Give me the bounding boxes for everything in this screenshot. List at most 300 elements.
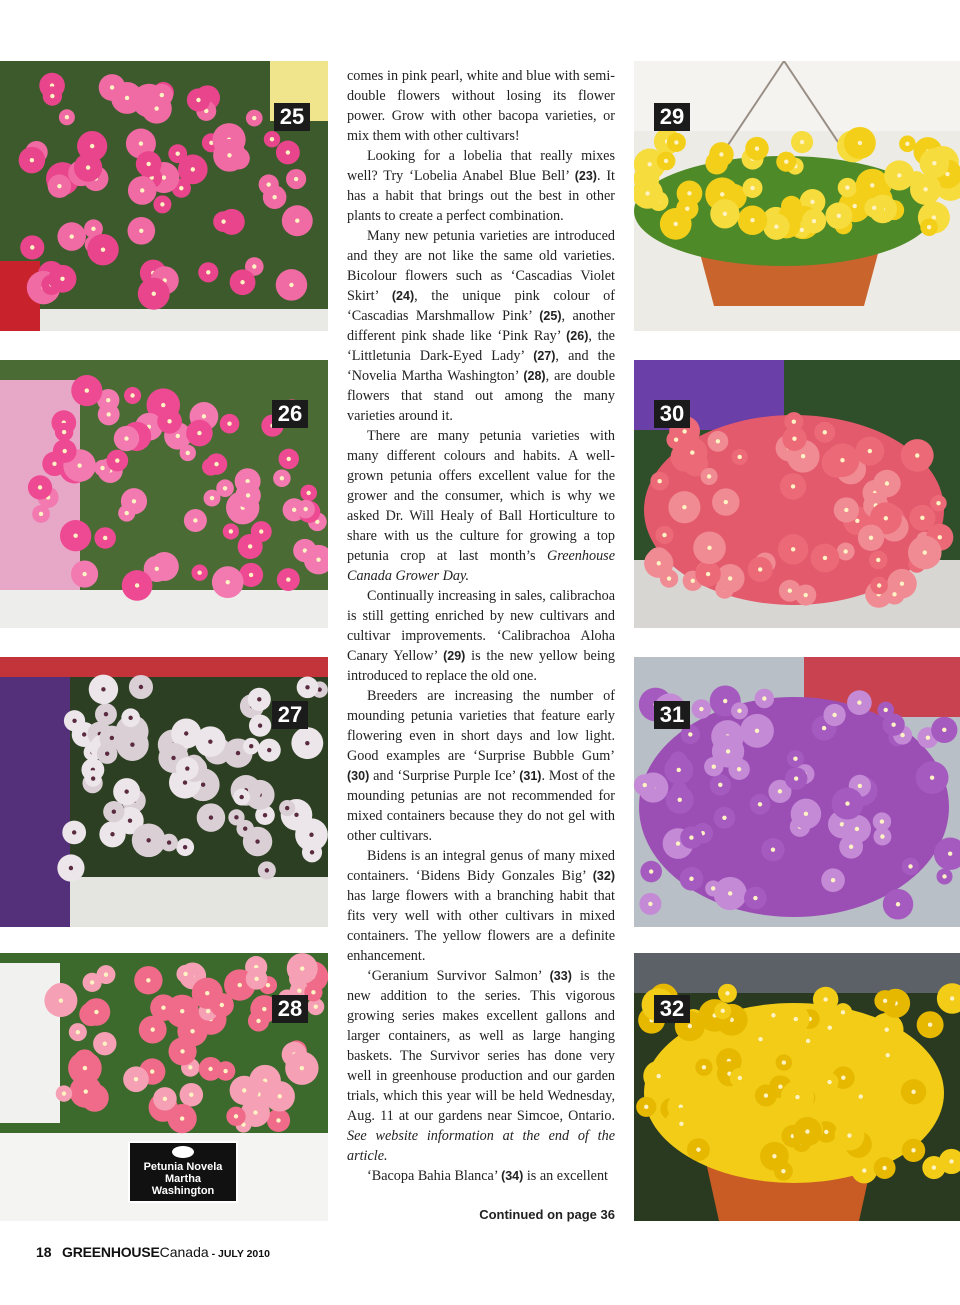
figure-reference: (23) [574, 169, 597, 183]
flower-center [844, 508, 848, 512]
flower-center [868, 449, 872, 453]
flower-center [196, 98, 200, 102]
flower-center [791, 547, 795, 551]
photo-number-badge: 29 [654, 103, 690, 131]
plant-tag-line: Petunia Novela [143, 1161, 223, 1173]
text-run: Many new petunia varieties are introduced and they are not like the same old varieties. Bicolour flowers such as ‘Cascadias Violet Skirt’ [347, 228, 615, 304]
flower-center [649, 869, 653, 873]
flower-center [167, 840, 171, 844]
flower-center [728, 576, 732, 580]
flower-center [806, 1039, 810, 1043]
article-paragraph [347, 146, 615, 226]
flower-center [794, 1017, 798, 1021]
flower-center [923, 550, 927, 554]
photo-number-badge: 31 [654, 701, 690, 729]
flower-center [689, 877, 693, 881]
text-run: , and the ‘Novelia Martha Washington’ [347, 348, 615, 384]
flower-center [91, 776, 95, 780]
flower-center [804, 593, 808, 597]
flower-center [758, 1037, 762, 1041]
flower-center [310, 850, 314, 854]
text-run: Bidens is an integral genus of many mixed containers. ‘Bidens Bidy Gonzales Big’ [347, 848, 615, 884]
photo-number-badge: 25 [274, 103, 310, 131]
flower-center [94, 1010, 98, 1014]
flower-center [236, 751, 240, 755]
flower-center [167, 419, 171, 423]
flower-center [249, 573, 253, 577]
flower-center [163, 1097, 167, 1101]
flower-center [278, 1094, 282, 1098]
flower-center [824, 1130, 828, 1134]
flower-center [161, 403, 165, 407]
flower-center [950, 996, 954, 1000]
figure-reference: (33) [549, 969, 572, 983]
flower-center [185, 766, 189, 770]
flower-center [106, 412, 110, 416]
figure-reference: (25) [539, 309, 562, 323]
flower-center [103, 536, 107, 540]
flower-center [197, 571, 201, 575]
flower-center [872, 206, 876, 210]
flower-center [193, 518, 197, 522]
flower-center [205, 991, 209, 995]
flower-center [60, 277, 64, 281]
flower-center [100, 466, 104, 470]
article-paragraph [347, 846, 615, 966]
flower-center [793, 756, 797, 760]
flower-center [886, 1053, 890, 1057]
flower-center [267, 748, 271, 752]
flower-center [882, 1166, 886, 1170]
flower-illustration [0, 657, 328, 927]
flower-center [246, 493, 250, 497]
flower-center [738, 455, 742, 459]
flower-center [227, 422, 231, 426]
flower-center [647, 162, 651, 166]
flower-center [161, 1005, 165, 1009]
flower-center [171, 756, 175, 760]
flower-center [827, 1080, 831, 1084]
flower-center [645, 191, 649, 195]
flower-center [59, 998, 63, 1002]
flower-center [209, 815, 213, 819]
flower-center [794, 776, 798, 780]
brand-logo-icon [172, 1146, 194, 1158]
flower-center [297, 988, 301, 992]
flower-center [949, 1159, 953, 1163]
flower-center [857, 700, 861, 704]
flower-center [885, 481, 889, 485]
flower-center [270, 137, 274, 141]
text-run: , the unique pink colour of ‘Cascadias Marshmallow Pink’ [347, 288, 616, 324]
flower-center [667, 576, 671, 580]
figure-reference: (32) [592, 869, 615, 883]
issue-date: - JULY 2010 [208, 1248, 270, 1260]
continued-line: Continued on page 36 [479, 1207, 615, 1222]
text-run: , are double flowers that stand out among the many varieties around it. [347, 368, 615, 424]
flower-center [699, 707, 703, 711]
flower-center [316, 557, 320, 561]
flower-center [855, 519, 859, 523]
flower-center [101, 247, 105, 251]
photo-number-badge: 26 [272, 400, 308, 428]
flower-center [62, 1091, 66, 1095]
flower-center [880, 819, 884, 823]
flower-center [188, 1065, 192, 1069]
flower-center [83, 1066, 87, 1070]
flower-center [223, 486, 227, 490]
flower-center [900, 581, 904, 585]
flower-center [656, 1074, 660, 1078]
flower-center [104, 972, 108, 976]
flower-center [82, 732, 86, 736]
figure-reference: (34) [501, 1169, 524, 1183]
flower-center [685, 206, 689, 210]
flower-center [62, 430, 66, 434]
text-run: has large flowers with a branching habit that fits very well with other cultivars in mixed containers. The yellow flowers are a definite enhancement. [347, 888, 615, 964]
flower-center [723, 699, 727, 703]
flower-center [140, 188, 144, 192]
article-paragraph [347, 226, 615, 426]
flower-center [884, 708, 888, 712]
flower-center [104, 712, 108, 716]
flower-center [110, 85, 114, 89]
flower-center [674, 140, 678, 144]
flower-center [266, 983, 270, 987]
text-run: and ‘Surprise Purple Ice’ [369, 768, 520, 784]
flower-center [82, 572, 86, 576]
flower-center [841, 1075, 845, 1079]
flower-illustration [634, 657, 960, 927]
flower-center [644, 1105, 648, 1109]
italic-text: Greenhouse Canada Grower Day. [347, 548, 615, 584]
flower-center [718, 783, 722, 787]
photo-31-purple-petunias [634, 657, 960, 927]
flower-center [86, 165, 90, 169]
flower-center [845, 185, 849, 189]
article-paragraph [347, 1166, 615, 1186]
flower-center [155, 567, 159, 571]
flower-center [823, 430, 827, 434]
flower-center [750, 218, 754, 222]
text-run: is an excellent [523, 1168, 608, 1184]
flower-center [259, 529, 263, 533]
flower-center [183, 845, 187, 849]
flower-center [183, 972, 187, 976]
flower-center [256, 1019, 260, 1023]
flower-center [103, 1041, 107, 1045]
flower-center [77, 463, 81, 467]
flower-center [758, 802, 762, 806]
photo-29-yellow-calibrachoa-basket [634, 61, 960, 331]
flower-center [837, 214, 841, 218]
flower-center [305, 741, 309, 745]
flower-center [932, 161, 936, 165]
flower-center [687, 191, 691, 195]
flower-center [202, 414, 206, 418]
flower-center [801, 454, 805, 458]
flower-center [884, 516, 888, 520]
flower-center [800, 140, 804, 144]
flower-center [110, 832, 114, 836]
plant-tag [128, 1141, 238, 1203]
flower-center [792, 419, 796, 423]
flower-center [883, 999, 887, 1003]
flower-center [265, 868, 269, 872]
flower-center [110, 736, 114, 740]
text-run: is the new yellow being introduced to replace the old one. [347, 648, 615, 684]
flower-center [938, 535, 942, 539]
flower-center [728, 891, 732, 895]
flower-center [57, 184, 61, 188]
flower-center [201, 782, 205, 786]
flower-center [810, 200, 814, 204]
flower-center [711, 886, 715, 890]
flower-center [724, 500, 728, 504]
flower-center [106, 398, 110, 402]
flower-center [930, 775, 934, 779]
flower-center [688, 1024, 692, 1028]
flower-center [781, 1169, 785, 1173]
flower-center [828, 1026, 832, 1030]
text-run: . It has a habit that brings out the best in other plants to create a perfect combination. [347, 168, 615, 224]
flower-center [928, 1023, 932, 1027]
flower-center [262, 1007, 266, 1011]
flower-center [180, 1009, 184, 1013]
flower-center [176, 151, 180, 155]
flower-center [755, 729, 759, 733]
flower-center [800, 228, 804, 232]
flower-center [696, 1147, 700, 1151]
flower-center [63, 449, 67, 453]
photo-30-salmon-petunias [634, 360, 960, 628]
flower-center [249, 744, 253, 748]
flower-center [737, 709, 741, 713]
flower-center [678, 798, 682, 802]
flower-center [927, 225, 931, 229]
flower-center [257, 697, 261, 701]
flower-center [286, 577, 290, 581]
flower-center [688, 732, 692, 736]
flower-center [50, 94, 54, 98]
flower-center [294, 813, 298, 817]
flower-center [923, 187, 927, 191]
flower-center [712, 764, 716, 768]
flower-center [716, 439, 720, 443]
flower-center [229, 529, 233, 533]
flower-center [135, 583, 139, 587]
flower-center [707, 474, 711, 478]
article-body [347, 66, 615, 1186]
flower-center [771, 1013, 775, 1017]
flower-center [292, 508, 296, 512]
flower-center [101, 687, 105, 691]
flower-center [945, 172, 949, 176]
article-paragraph [347, 966, 615, 1166]
flower-center [214, 462, 218, 466]
flower-center [726, 749, 730, 753]
flower-center [85, 388, 89, 392]
flower-center [823, 997, 827, 1001]
flower-center [287, 457, 291, 461]
flower-center [853, 204, 857, 208]
flower-center [841, 1010, 845, 1014]
text-run: . Most of the mounding petunias are not recommended for mixed containers because they do not gel with other cultivars. [347, 768, 615, 844]
flower-center [267, 182, 271, 186]
flower-center [792, 437, 796, 441]
flower-center [210, 496, 214, 500]
flower-center [657, 479, 661, 483]
flower-center [862, 1168, 866, 1172]
flower-center [73, 533, 77, 537]
flower-center [755, 146, 759, 150]
flower-center [206, 1009, 210, 1013]
flower-center [160, 93, 164, 97]
flower-center [648, 902, 652, 906]
flower-center [855, 827, 859, 831]
flower-center [146, 838, 150, 842]
article-paragraph [347, 426, 615, 586]
flower-center [791, 484, 795, 488]
flower-center [932, 1165, 936, 1169]
flower-center [115, 458, 119, 462]
flower-center [186, 451, 190, 455]
plant-tag-line: Martha [164, 1173, 202, 1185]
flower-center [180, 1116, 184, 1120]
photo-number-badge: 27 [272, 701, 308, 729]
flower-center [706, 572, 710, 576]
flower-center [183, 780, 187, 784]
flower-center [843, 549, 847, 553]
flower-center [915, 453, 919, 457]
flower-center [900, 733, 904, 737]
flower-center [936, 501, 940, 505]
flower-center [880, 834, 884, 838]
flower-center [774, 224, 778, 228]
flower-center [263, 813, 267, 817]
flower-center [227, 153, 231, 157]
flower-center [191, 167, 195, 171]
text-run: Continually increasing in sales, calibrachoa is still getting enriched by new cultivars and cultivar improvements. ‘Calibrachoa Aloha Canary Yellow’ [347, 588, 615, 664]
text-run: ‘Geranium Survivor Salmon’ [367, 968, 550, 984]
figure-reference: (30) [347, 769, 370, 783]
flower-illustration [634, 61, 960, 331]
text-run: , another different pink shade like ‘Pink Ray’ [347, 308, 616, 344]
flower-center [676, 841, 680, 845]
flower-center [294, 177, 298, 181]
flower-center [258, 723, 262, 727]
flower-center [657, 561, 661, 565]
flower-center [707, 546, 711, 550]
flower-center [226, 580, 230, 584]
flower-center [69, 866, 73, 870]
flower-center [125, 511, 129, 515]
page-footer [36, 1244, 270, 1262]
italic-text: See website information at the end of the article. [347, 1128, 615, 1164]
flower-center [920, 516, 924, 520]
text-run: , the ‘Littletunia Dark-Eyed Lady’ [347, 328, 615, 364]
flower-center [840, 458, 844, 462]
flower-center [911, 1090, 915, 1094]
flower-center [845, 801, 849, 805]
flower-center [869, 536, 873, 540]
photo-27-white-purple-calibrachoa [0, 657, 328, 927]
flower-center [795, 1095, 799, 1099]
flower-center [311, 990, 315, 994]
flower-center [139, 229, 143, 233]
flower-center [176, 434, 180, 438]
flower-center [942, 728, 946, 732]
photo-28-double-pink-petunias [0, 953, 328, 1221]
flower-center [132, 499, 136, 503]
flower-center [674, 222, 678, 226]
flower-center [253, 1110, 257, 1114]
text-run: Breeders are increasing the number of mounding petunia varieties that feature early flowering even in short days and low light. Good examples are ‘Surprise Bubble Gum’ [347, 688, 615, 764]
flower-center [885, 1027, 889, 1031]
flower-center [702, 1065, 706, 1069]
page-number: 18 [36, 1244, 52, 1260]
flower-center [295, 219, 299, 223]
flower-center [677, 768, 681, 772]
flower-center [858, 784, 862, 788]
magazine-name-bold: GREENHOUSE [62, 1244, 160, 1260]
flower-center [753, 896, 757, 900]
flower-center [721, 1009, 725, 1013]
flower-center [725, 991, 729, 995]
flower-center [719, 152, 723, 156]
flower-center [764, 1093, 768, 1097]
flower-center [76, 1030, 80, 1034]
flower-center [832, 713, 836, 717]
flower-center [272, 195, 276, 199]
flower-center [643, 783, 647, 787]
flower-center [139, 141, 143, 145]
figure-reference: (29) [443, 649, 466, 663]
flower-center [300, 966, 304, 970]
flower-center [124, 789, 128, 793]
flower-center [877, 583, 881, 587]
flower-center [778, 789, 782, 793]
flower-center [309, 833, 313, 837]
flower-center [208, 739, 212, 743]
flower-center [124, 436, 128, 440]
flower-center [242, 1088, 246, 1092]
flower-center [72, 719, 76, 723]
flower-center [146, 162, 150, 166]
flower-center [286, 150, 290, 154]
flower-center [876, 558, 880, 562]
flower-center [125, 96, 129, 100]
flower-center [691, 579, 695, 583]
flower-center [90, 144, 94, 148]
flower-center [90, 980, 94, 984]
flower-center [91, 227, 95, 231]
flower-center [128, 716, 132, 720]
photo-number-badge: 28 [272, 995, 308, 1023]
flower-center [682, 429, 686, 433]
flower-center [243, 826, 247, 830]
flower-center [162, 175, 166, 179]
flower-center [72, 830, 76, 834]
flower-center [184, 731, 188, 735]
flower-center [690, 450, 694, 454]
text-run: There are many petunia varieties with many different colours and habits. A well-grown petunia offers excellent value for the grower and the consumer, which is why we asked Dr. Will Healy of Ball Horticulture to share with us the culture for growing a top petunia crop at last month’s [347, 428, 615, 564]
flower-center [128, 818, 132, 822]
article-paragraph [347, 66, 615, 146]
flower-center [750, 186, 754, 190]
text-run: ‘Bacopa Bahia Blanca’ [367, 1168, 502, 1184]
flower-illustration [0, 61, 328, 331]
